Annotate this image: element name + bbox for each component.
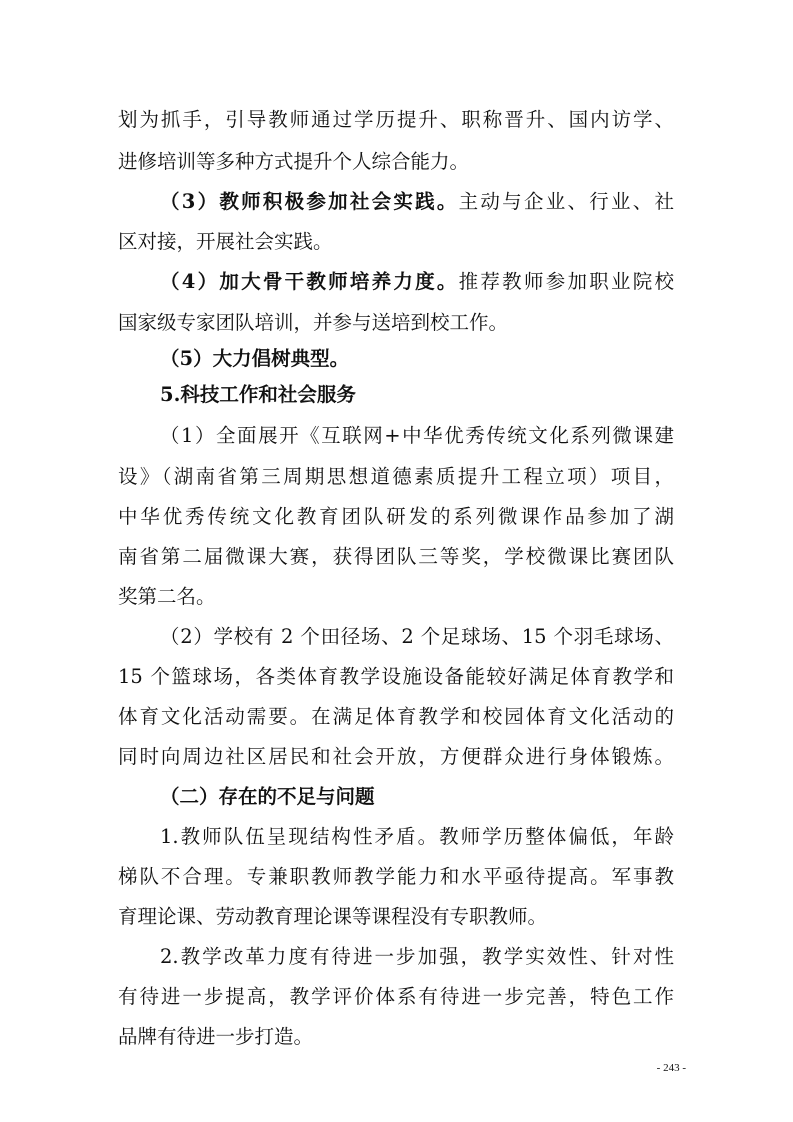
section-title: （二）存在的不足与问题 — [160, 785, 375, 808]
paragraph-line: 同时向周边社区居民和社会开放，方便群众进行身体锻炼。 — [118, 745, 674, 768]
paragraph-line: 梯队不合理。专兼职教师教学能力和水平亟待提高。军事教 — [118, 865, 674, 888]
heading-rest-text: 推荐教师参加职业院校 — [458, 270, 674, 293]
paragraph-line: 品牌有待进一步打造。 — [118, 1025, 314, 1048]
paragraph-line: 区对接，开展社会实践。 — [118, 230, 333, 253]
paragraph-line: 中华优秀传统文化教育团队研发的系列微课作品参加了湖 — [118, 505, 674, 528]
paragraph-line: 体育文化活动需要。在满足体育教学和校园体育文化活动的 — [118, 705, 674, 728]
paragraph-line: （1）全面展开《互联网+中华优秀传统文化系列微课建 — [160, 424, 674, 447]
bold-heading: （4）加大骨干教师培养力度。 — [160, 270, 459, 293]
paragraph-line: 奖第二名。 — [118, 585, 216, 608]
paragraph-line: 15 个篮球场，各类体育教学设施设备能较好满足体育教学和 — [118, 665, 674, 688]
page-number: - 243 - — [656, 1062, 686, 1074]
paragraph-line: 进修培训等多种方式提升个人综合能力。 — [118, 150, 470, 173]
bold-heading: （3）教师积极参加社会实践。 — [160, 190, 459, 213]
paragraph-line: 育理论课、劳动教育理论课等课程没有专职教师。 — [118, 905, 548, 928]
paragraph-line: （2）学校有 2 个田径场、2 个足球场、15 个羽毛球场、 — [160, 625, 674, 648]
paragraph-line: 南省第二届微课大赛，获得团队三等奖，学校微课比赛团队 — [118, 545, 674, 568]
paragraph-line: 2.教学改革力度有待进一步加强，教学实效性、针对性 — [160, 945, 674, 968]
section-title: 5.科技工作和社会服务 — [160, 383, 356, 406]
paragraph-line: 1.教师队伍呈现结构性矛盾。教师学历整体偏低，年龄 — [160, 825, 674, 848]
paragraph-line: 划为抓手，引导教师通过学历提升、职称晋升、国内访学、 — [118, 108, 674, 131]
paragraph-line: 设》（湖南省第三周期思想道德素质提升工程立项）项目， — [118, 465, 674, 488]
heading-line — [160, 270, 674, 294]
paragraph-line: 有待进一步提高，教学评价体系有待进一步完善，特色工作 — [118, 985, 674, 1008]
heading-rest-text: 主动与企业、行业、社 — [458, 190, 674, 213]
heading-line — [160, 190, 674, 214]
bold-heading: （5）大力倡树典型。 — [160, 347, 350, 370]
paragraph-line: 国家级专家团队培训，并参与送培到校工作。 — [118, 311, 509, 334]
